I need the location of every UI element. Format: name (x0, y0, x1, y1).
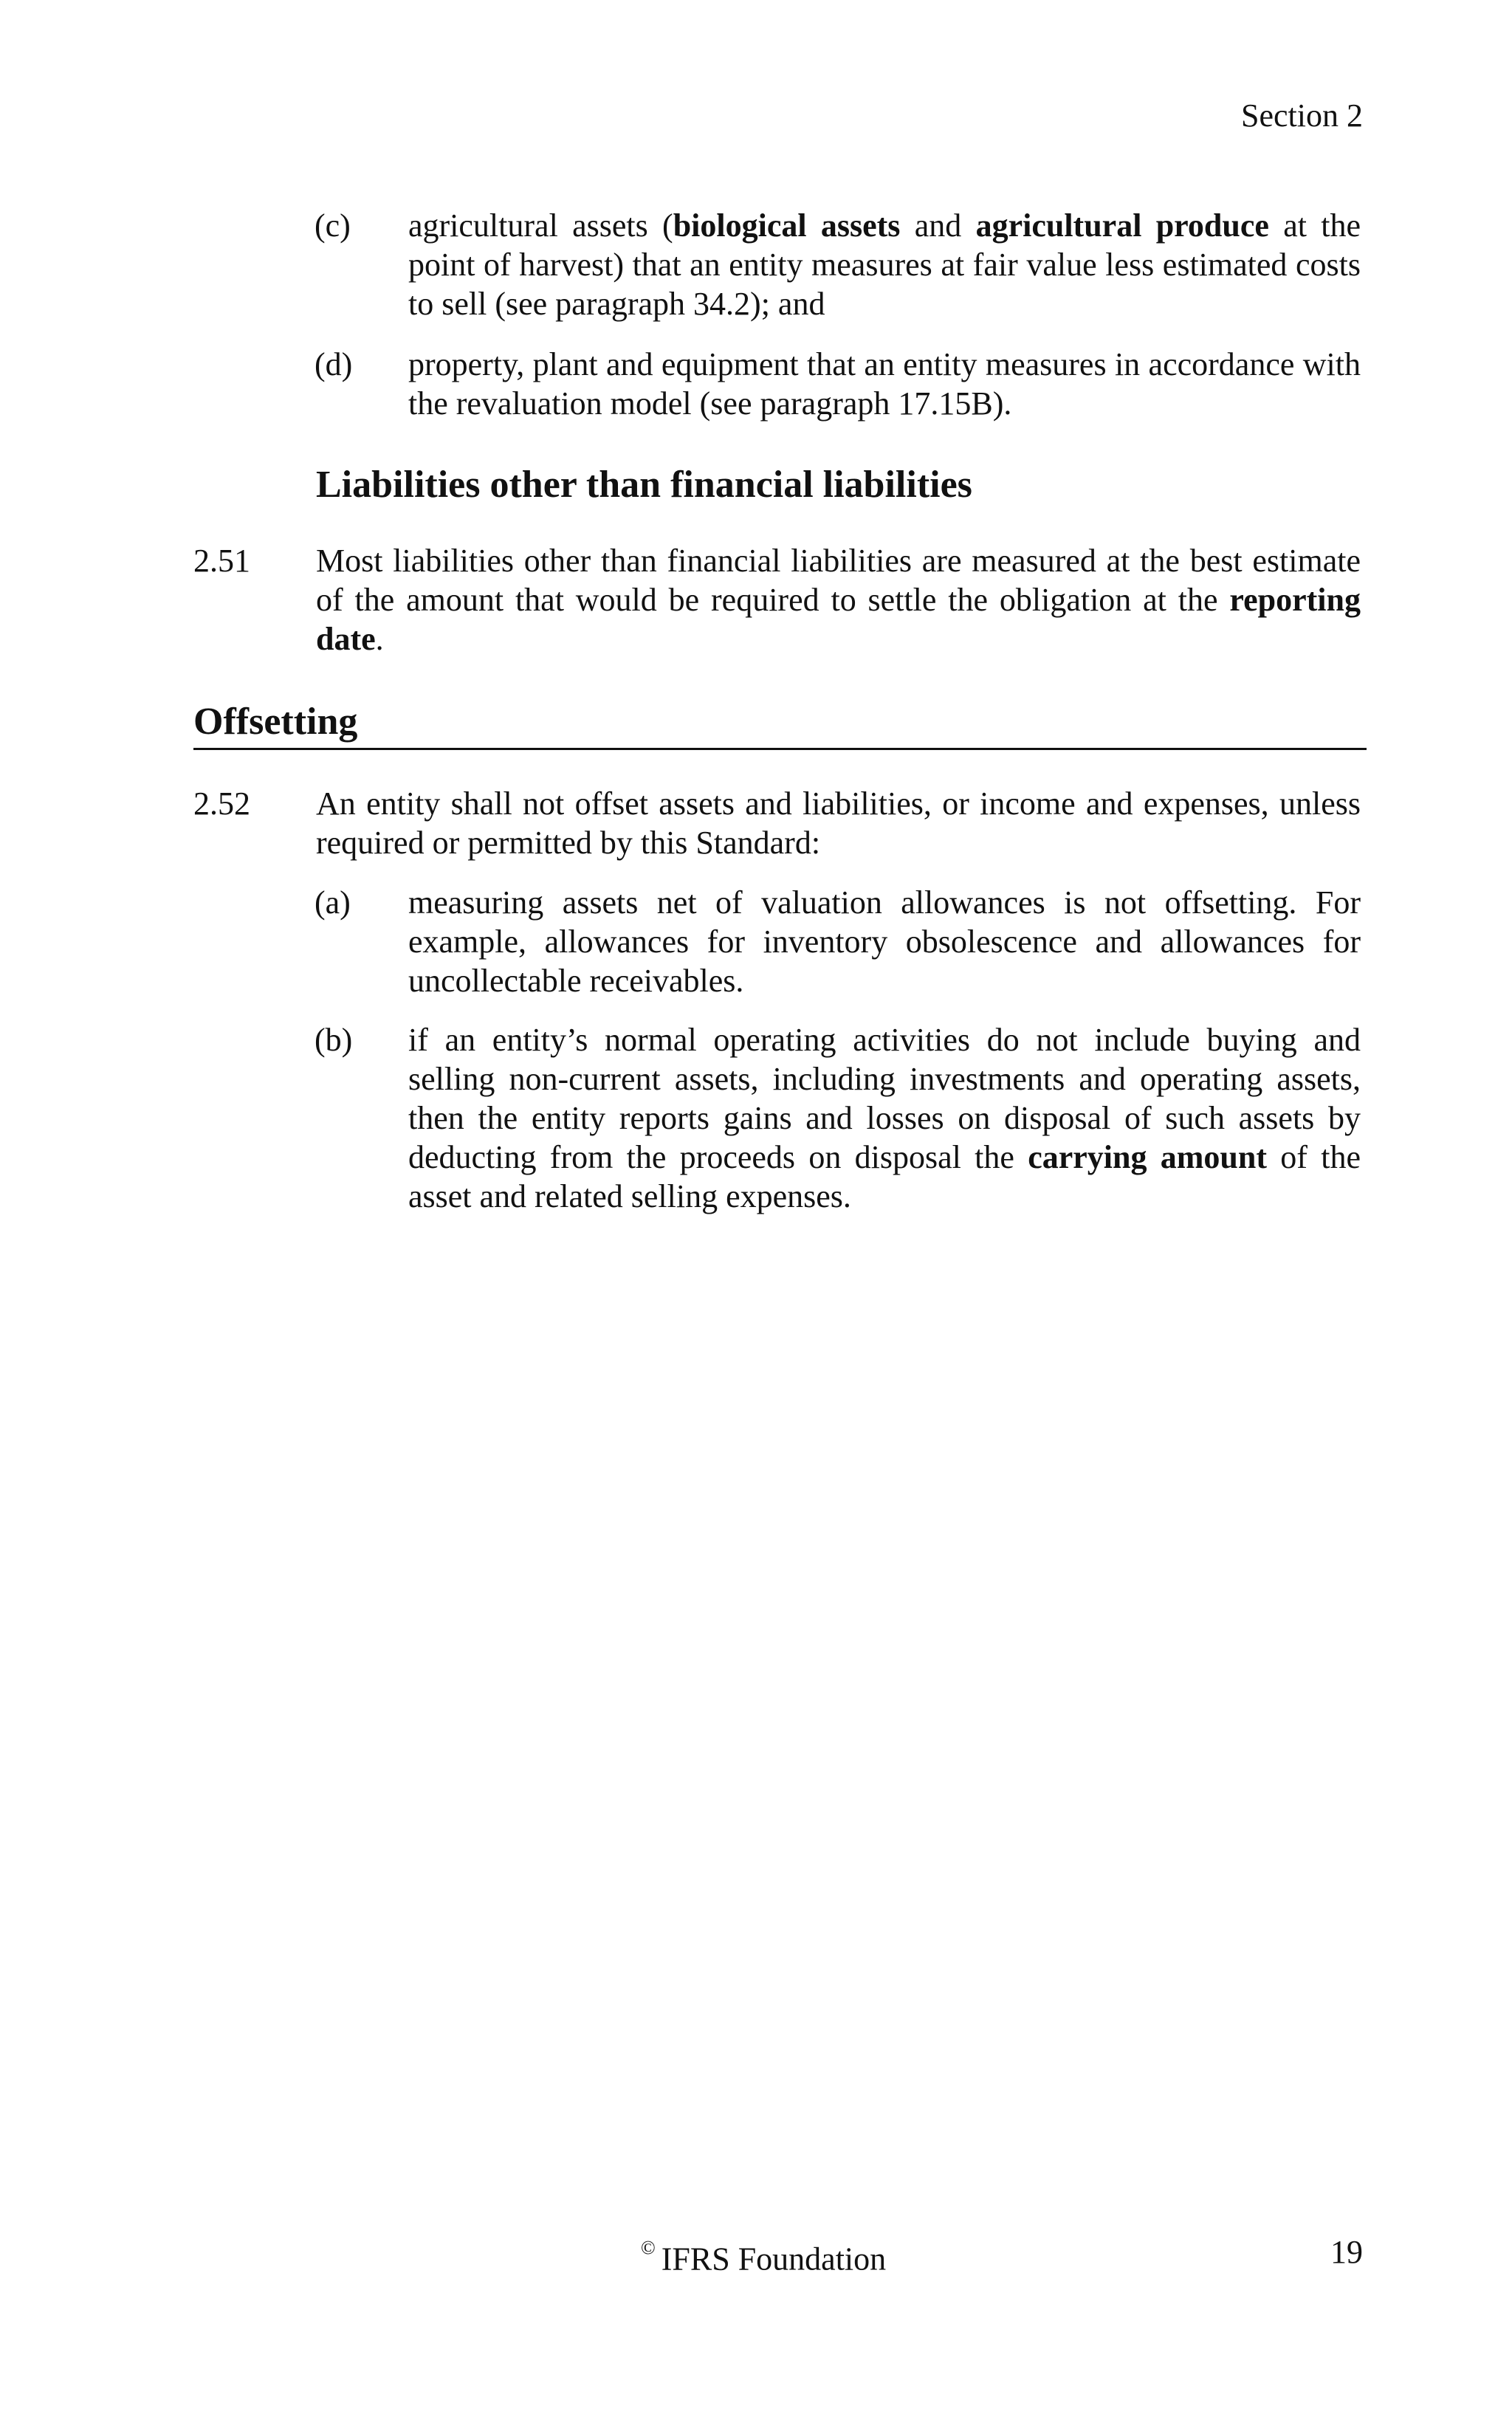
list-item-label: (b) (315, 1022, 353, 1058)
list-item-label: (a) (315, 884, 351, 921)
paragraph-number: 2.51 (193, 543, 250, 579)
paragraph-text: Most liabilities other than financial liabilities are measured at the best estimate of the amount that would be required to settle the obligation at the reporting date. (316, 543, 1361, 657)
list-item-text: property, plant and equipment that an entity measures in accordance with the revaluation model (see paragraph 17.15B). (408, 346, 1361, 422)
footer-organization: IFRS Foundation (661, 2241, 887, 2277)
defined-term: biological assets (673, 207, 901, 244)
list-item-text: if an entity’s normal operating activities do not include buying and selling non-current assets, including investments and operating assets, then the entity reports gains and losses on disposal of such assets by deducting from the proceeds on disposal the carrying amount of the asset and related selling expenses. (408, 1022, 1361, 1214)
subsection-heading: Liabilities other than financial liabilities (316, 464, 972, 506)
heading-rule (193, 748, 1367, 750)
list-item-text: measuring assets net of valuation allowances is not offsetting. For example, allowances for inventory obsolescence and allowances for uncollectable receivables. (408, 884, 1361, 999)
running-head-section: Section 2 (1241, 97, 1363, 134)
defined-term: agricultural produce (975, 207, 1269, 244)
defined-term: reporting date (316, 582, 1361, 657)
page-number: 19 (1330, 2234, 1363, 2270)
footer-copyright (641, 2232, 886, 2279)
paragraph-number: 2.52 (193, 785, 250, 822)
list-item-label: (d) (315, 346, 353, 382)
defined-term: carrying amount (1028, 1139, 1268, 1175)
copyright-symbol: © (641, 2237, 656, 2258)
list-item-label: (c) (315, 207, 351, 244)
paragraph-text: An entity shall not offset assets and liabilities, or income and expenses, unless required or permitted by this Standard: (316, 785, 1361, 861)
list-item-text: agricultural assets (biological assets and agricultural produce at the point of harvest) that an entity measures at fair value less estimated costs to sell (see paragraph 34.2); and (408, 207, 1361, 322)
section-heading: Offsetting (193, 701, 358, 743)
